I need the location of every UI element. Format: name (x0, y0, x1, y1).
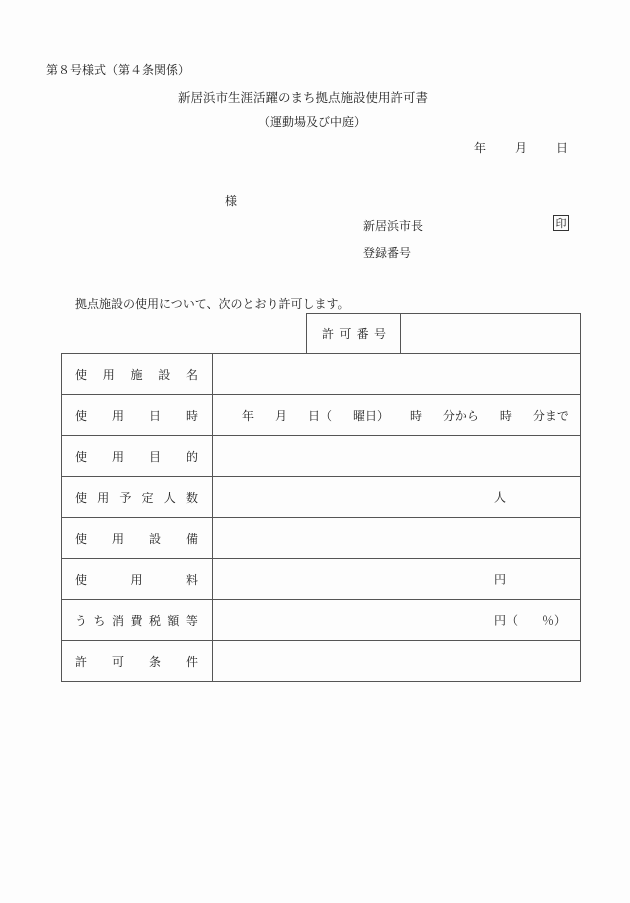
label-char: 設 (158, 367, 171, 382)
label-char: 名 (185, 367, 198, 382)
datetime-start-minute: 分から (442, 408, 479, 423)
label-char: 用 (102, 367, 115, 382)
row-label-expected-attendees (62, 477, 213, 518)
table-row (62, 395, 581, 436)
permit-conditions-field[interactable] (213, 641, 581, 682)
permit-label-char: 号 (373, 327, 386, 341)
datetime-weekday: 曜日） (352, 408, 389, 423)
datetime-month: 月 (274, 408, 287, 423)
label-char: 使 (75, 531, 88, 546)
label-char: 目 (148, 449, 161, 464)
label-char: 使 (75, 408, 88, 423)
label-char: 用 (111, 531, 124, 546)
label-char: 等 (185, 613, 198, 628)
datetime-start-hour: 時 (409, 408, 422, 423)
label-char: 額 (167, 613, 180, 628)
label-char: 数 (185, 490, 198, 505)
label-char: 使 (75, 490, 88, 505)
row-label-usage-fee (62, 559, 213, 600)
registration-number-label: 登録番号 (363, 246, 412, 260)
table-row (62, 559, 581, 600)
row-label-facility-name (62, 354, 213, 395)
row-label-purpose (62, 436, 213, 477)
permit-label-char: 番 (356, 327, 369, 341)
usage-fee-field[interactable] (213, 559, 581, 600)
label-char: 日 (148, 408, 161, 423)
label-char: 用 (130, 572, 143, 587)
addressee-suffix: 様 (225, 194, 238, 208)
table-row (62, 436, 581, 477)
label-char: 件 (185, 654, 198, 669)
datetime-end-minute: 分まで (532, 408, 569, 423)
label-char: 定 (141, 490, 154, 505)
date-year: 年 (474, 141, 487, 155)
permit-number-value-cell[interactable] (400, 313, 581, 354)
label-char: 可 (111, 654, 124, 669)
attendees-unit: 人 (494, 490, 507, 505)
label-char: 予 (119, 490, 132, 505)
row-label-usage-datetime (62, 395, 213, 436)
label-char: 的 (185, 449, 198, 464)
row-label-consumption-tax (62, 600, 213, 641)
permit-label-char: 可 (339, 327, 352, 341)
datetime-year: 年 (242, 408, 255, 423)
label-char: 時 (185, 408, 198, 423)
permit-details-table (61, 353, 581, 682)
table-row (62, 641, 581, 682)
label-char: 用 (97, 490, 110, 505)
document-subtitle: （運動場及び中庭） (258, 115, 367, 129)
consumption-tax-field[interactable] (213, 600, 581, 641)
label-char: 消 (111, 613, 124, 628)
label-char: 備 (185, 531, 198, 546)
label-char: 費 (130, 613, 143, 628)
table-row (62, 600, 581, 641)
label-char: 用 (111, 449, 124, 464)
fee-unit: 円 (494, 572, 507, 587)
issuer-name: 新居浜市長 (363, 219, 424, 233)
label-char: 人 (163, 490, 176, 505)
form-number: 第８号様式（第４条関係） (46, 63, 191, 77)
label-char: 用 (111, 408, 124, 423)
label-char: 使 (75, 449, 88, 464)
label-char: 税 (148, 613, 161, 628)
purpose-field[interactable] (213, 436, 581, 477)
facility-name-field[interactable] (213, 354, 581, 395)
label-char: 料 (185, 572, 198, 587)
date-day: 日 (555, 141, 568, 155)
table-row (62, 477, 581, 518)
usage-datetime-field[interactable] (213, 395, 581, 436)
label-char: 使 (75, 367, 88, 382)
table-row (62, 518, 581, 559)
intro-text: 拠点施設の使用について、次のとおり許可します。 (75, 297, 350, 311)
permit-label-char: 許 (322, 327, 335, 341)
label-char: 使 (75, 572, 88, 587)
label-char: 設 (148, 531, 161, 546)
label-char: 許 (75, 654, 88, 669)
expected-attendees-field[interactable] (213, 477, 581, 518)
document-title: 新居浜市生涯活躍のまち拠点施設使用許可書 (178, 90, 429, 105)
label-char: 施 (130, 367, 143, 382)
equipment-field[interactable] (213, 518, 581, 559)
label-char: ち (93, 613, 106, 628)
date-month: 月 (514, 141, 527, 155)
datetime-day: 日（ (307, 408, 332, 423)
permit-number-label-cell (306, 313, 401, 354)
row-label-equipment (62, 518, 213, 559)
label-char: う (75, 613, 88, 628)
table-row (62, 354, 581, 395)
issue-date (474, 139, 568, 156)
row-label-permit-conditions (62, 641, 213, 682)
tax-unit: 円（ ％） (494, 613, 567, 628)
seal-mark: 印 (553, 215, 569, 231)
label-char: 条 (148, 654, 161, 669)
datetime-end-hour: 時 (499, 408, 512, 423)
